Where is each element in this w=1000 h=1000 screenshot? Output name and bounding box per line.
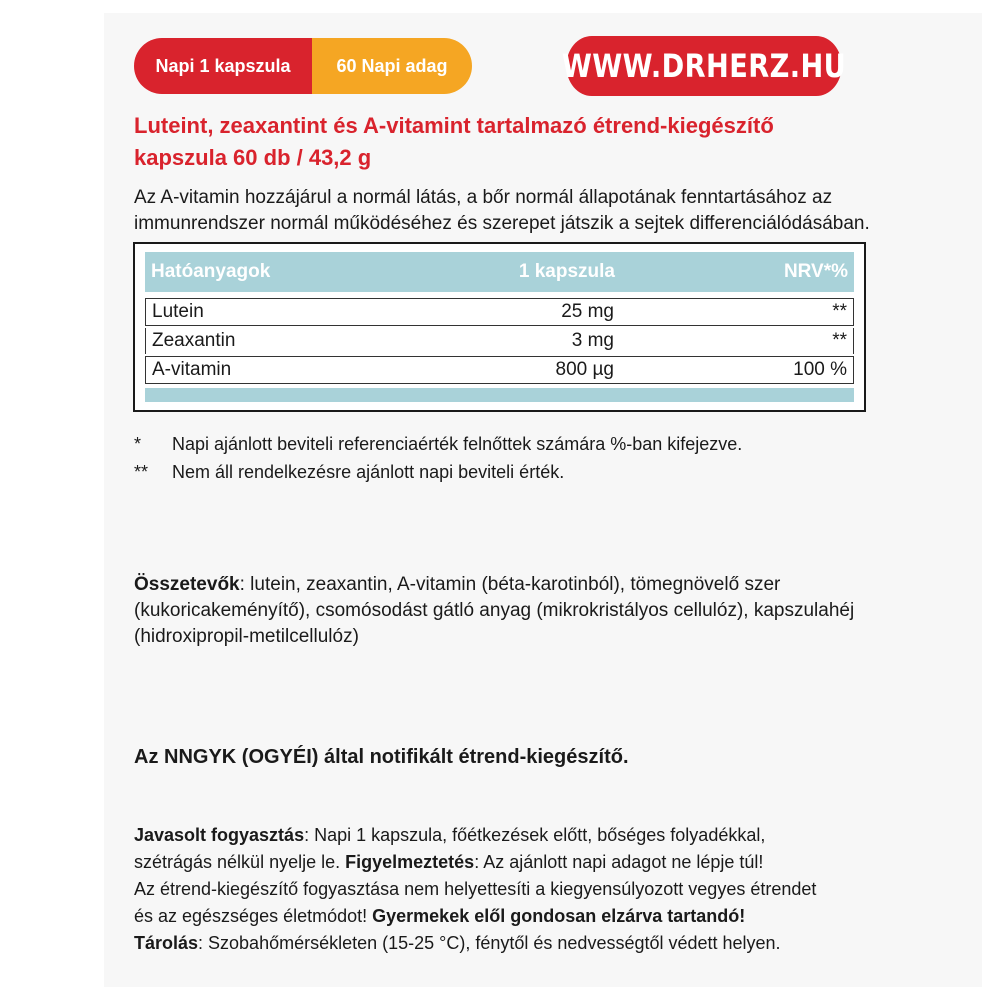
table-row [145,356,854,384]
table-header [145,252,854,292]
usage-line-2 [134,849,894,876]
children-warning: Gyermekek elől gondosan elzárva tartandó! [372,906,746,926]
usage-line2-text: szétrágás nélkül nyelje le. [134,852,346,872]
storage-text: : Szobahőmérsékleten (15-25 °C), fénytől és nedvességtől védett helyen. [198,933,781,953]
table-footer-bar [145,388,854,402]
health-claim [134,185,894,237]
footnote-text: Napi ajánlott beviteli referenciaérték felnőttek számára %-ban kifejezve. [172,434,743,454]
storage-label: Tárolás [134,933,199,953]
health-claim-line-1: Az A-vitamin hozzájárul a normál látás, a bőr normál állapotának fenntartásához az [134,187,833,208]
cell-amount: 800 µg [555,359,614,380]
warning-label: Figyelmeztetés [345,852,475,872]
table-row [145,328,854,354]
usage-line-1 [134,822,894,849]
usage-line-3: Az étrend-kiegészítő fogyasztása nem helyettesíti a kiegyensúlyozott vegyes étrendet [134,879,817,899]
warning-text: : Az ajánlott napi adagot ne lépje túl! [474,852,764,872]
cell-ingredient: Zeaxantin [152,330,236,351]
usage-section [134,822,894,957]
footnote [134,430,894,458]
table-row [145,298,854,326]
footnotes [134,430,894,486]
servings-badge: 60 Napi adag [312,38,472,94]
usage-line4-text: és az egészséges életmódot! [134,906,373,926]
header-ingredient: Hatóanyagok [151,261,271,282]
ingredients-section [134,572,874,650]
cell-amount: 3 mg [571,330,614,351]
footnote-text: Nem áll rendelkezésre ajánlott napi beviteli érték. [172,462,565,482]
usage-text: : Napi 1 kapszula, főétkezések előtt, bőséges folyadékkal, [304,825,766,845]
website-link[interactable]: WWW.DRHERZ.HU [566,36,841,96]
cell-nrv: ** [832,301,847,322]
header-nrv: NRV*% [783,261,848,282]
header-per-capsule: 1 kapszula [518,261,615,282]
health-claim-line-2: immunrendszer normál működéséhez és szerepet játszik a sejtek differenciálódásában. [134,213,870,234]
daily-dose-badge: Napi 1 kapszula [134,38,312,94]
title-line-2: kapszula 60 db / 43,2 g [134,145,372,170]
product-title [134,110,894,174]
nutrition-table [133,242,866,412]
usage-label: Javasolt fogyasztás [134,825,305,845]
footnote [134,458,894,486]
footnote-mark: ** [134,462,149,482]
cell-nrv: ** [832,330,847,351]
footnote-mark: * [134,434,142,454]
dosage-badge-group [134,38,472,94]
ingredients-label: Összetevők [134,574,240,595]
cell-ingredient: Lutein [152,301,204,322]
storage-line [134,930,894,957]
cell-ingredient: A-vitamin [152,359,232,380]
title-line-1: Luteint, zeaxantint és A-vitamint tartalmazó étrend-kiegészítő [134,113,774,138]
cell-amount: 25 mg [561,301,614,322]
usage-line-4 [134,903,894,930]
cell-nrv: 100 % [793,359,847,380]
ingredients-text: : lutein, zeaxantin, A-vitamin (béta-karotinból), tömegnövelő szer (kukoricakeményítő), csomósodást gátló anyag (mikrokristályos cellulóz), kapszulahéj (hidroxipropil-metilcellulóz) [134,574,855,647]
notification-statement: Az NNGYK (OGYÉI) által notifikált étrend-kiegészítő. [134,746,629,768]
